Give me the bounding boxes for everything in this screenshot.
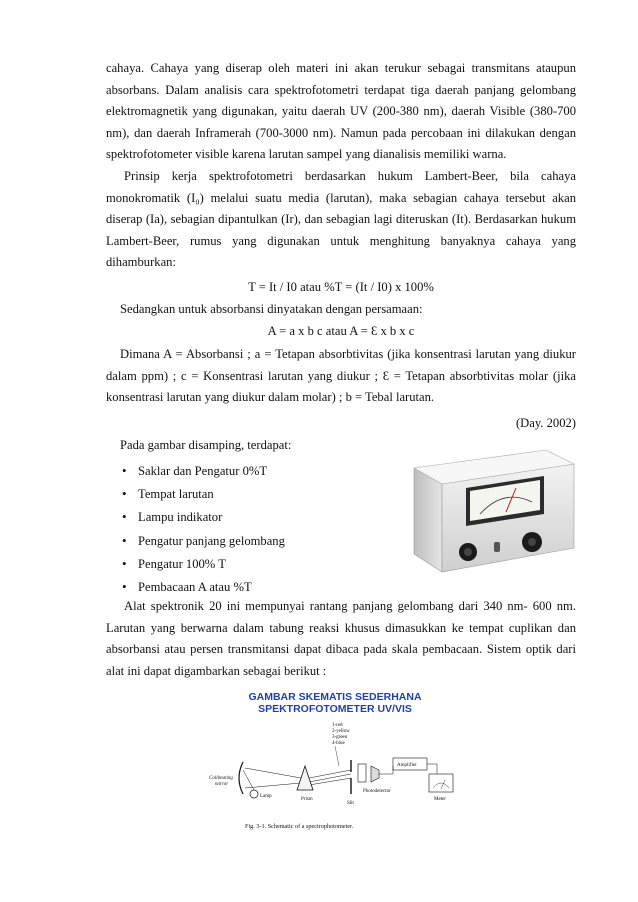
component-list bbox=[122, 462, 285, 601]
filter-label: 4-blue bbox=[332, 741, 345, 746]
label-mirror: mirror bbox=[215, 782, 229, 787]
list-intro: Pada gambar disamping, terdapat: bbox=[120, 438, 292, 452]
photodetector-shape bbox=[371, 766, 379, 782]
filter-label: 2-yellow bbox=[332, 729, 350, 734]
paragraph-lambert-beer: Prinsip kerja spektrofotometri berdasarkan hukum Lambert-Beer, bila cahaya monokromatik (I₀) melalui suatu media (larutan), maka sebagian cahaya tersebut akan diserap (Ia), sebagian dipantulkan (Ir), dan sebagian lagi diteruskan (It). Berdasarkan hukum Lambert-Beer, rumus yang digunakan untuk menghitung banyaknya cahaya yang dihamburkan: bbox=[106, 169, 576, 270]
cuvette-shape bbox=[358, 764, 366, 782]
paragraph-absorbance-intro: Sedangkan untuk absorbansi dinyatakan dengan persamaan: bbox=[120, 302, 423, 316]
list-item: • Tempat larutan bbox=[122, 485, 285, 508]
label-photodetector: Photodetector bbox=[363, 789, 391, 794]
list-item: • Saklar dan Pengatur 0%T bbox=[122, 462, 285, 485]
filter-label: 1-red bbox=[332, 723, 343, 728]
figure-caption: Fig. 3-1. Schematic of a spectrophotometer. bbox=[245, 823, 354, 830]
spectrophotometer-schematic bbox=[205, 690, 465, 835]
collimating-mirror-shape bbox=[239, 762, 243, 794]
list-item: • Pembacaan A atau %T bbox=[122, 578, 285, 601]
label-collimating: Collimating bbox=[209, 776, 233, 781]
paragraph-spectronic: Alat spektronik 20 ini mempunyai rantang panjang gelombang dari 340 nm- 600 nm. Larutan yang berwarna dalam tabung reaksi khusus dimasukkan ke tempat cuplikan dan absorbansi atau persen transmitansi dapat dibaca pada skala pembacaan. Sistem optik dari alat ini dapat digambarkan sebagai berikut : bbox=[106, 599, 576, 678]
formula-absorbance: A = a x b c atau A = Ɛ x b x c bbox=[267, 324, 415, 338]
lamp-shape bbox=[250, 790, 258, 798]
diagram-title-line1: GAMBAR SKEMATIS SEDERHANA bbox=[248, 691, 422, 703]
prism-shape bbox=[297, 766, 313, 790]
label-meter: Meter bbox=[434, 797, 446, 802]
label-lamp: Lamp bbox=[260, 794, 272, 799]
list-item: • Lampu indikator bbox=[122, 508, 285, 531]
paragraph-absorption: cahaya. Cahaya yang diserap oleh materi ini akan terukur sebagai transmitans ataupun absorbans. Dalam analisis cara spektrofotometri terdapat tiga daerah panjang gelombang elektromagnetik yang digunakan, yaitu daerah UV (200-380 nm), daerah Visible (380-700 nm), dan daerah Inframerah (700-3000 nm). Namun pada percobaan ini dilakukan dengan spektrofotometer visible karena larutan sampel yang dianalisis memiliki warna. bbox=[106, 61, 576, 162]
list-item: • Pengatur 100% T bbox=[122, 555, 285, 578]
diagram-title-line2: SPEKTROFOTOMETER UV/VIS bbox=[258, 703, 412, 715]
formula-transmittance: T = It / I0 atau %T = (It / I0) x 100% bbox=[248, 280, 434, 294]
label-amplifier: Amplifier bbox=[397, 763, 417, 768]
label-slit: Slit bbox=[347, 801, 354, 806]
spectrophotometer-photo bbox=[408, 428, 578, 578]
label-prism: Prism bbox=[301, 797, 313, 802]
paragraph-definitions: Dimana A = Absorbansi ; a = Tetapan absorbtivitas (jika konsentrasi larutan yang diukur dalam ppm) ; c = Konsentrasi larutan yang diukur ; Ɛ = Tetapan absorbtivitas molar (jika konsentrasi larutan yang diukur dalam molar) ; b = Tebal larutan. bbox=[106, 347, 576, 405]
citation: (Day. 2002) bbox=[515, 416, 576, 430]
list-item: • Pengatur panjang gelombang bbox=[122, 532, 285, 555]
filter-label: 3-green bbox=[332, 735, 348, 740]
